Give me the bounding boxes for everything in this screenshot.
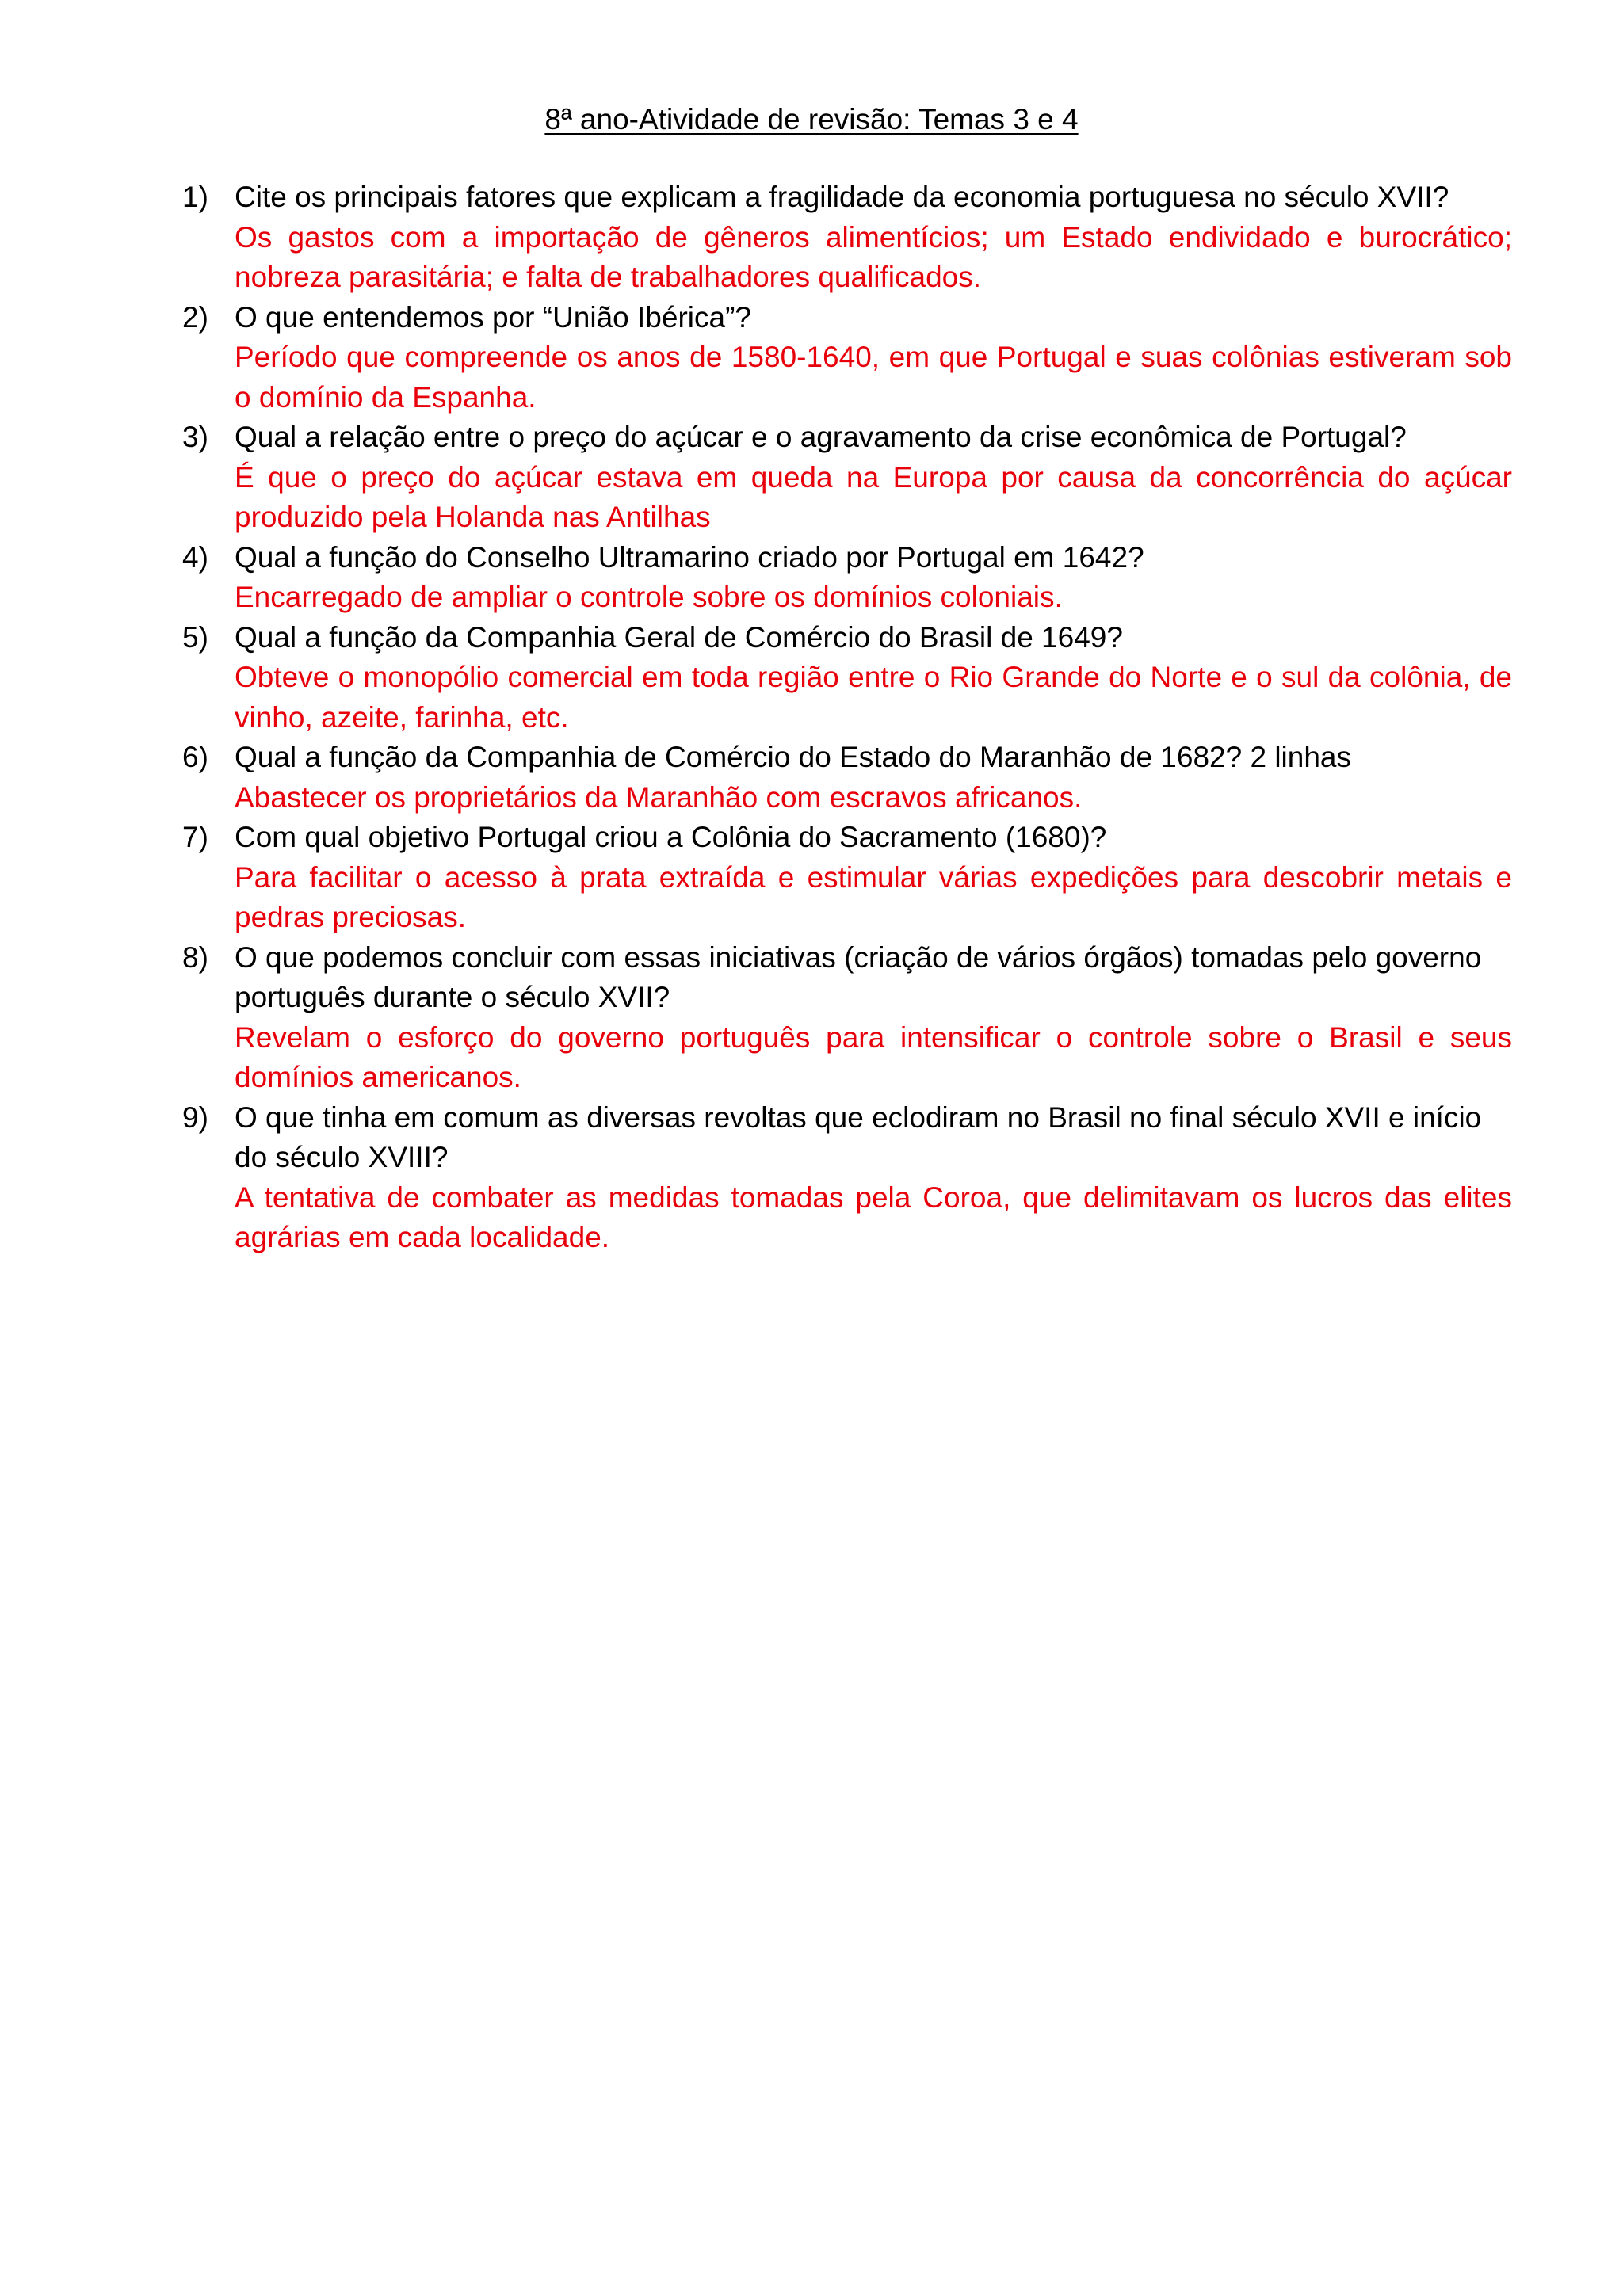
list-item — [182, 1098, 1512, 1258]
answer-text: Os gastos com a importação de gêneros alimentícios; um Estado endividado e burocrático; nobreza parasitária; e falta de trabalhadores qualificados. — [235, 220, 1512, 293]
list-item — [182, 177, 1512, 298]
item-number: 4) — [182, 540, 208, 574]
item-number: 1) — [182, 181, 208, 213]
item-number: 3) — [182, 421, 208, 453]
document-title: 8ª ano-Atividade de revisão: Temas 3 e 4 — [544, 103, 1079, 135]
question-text: Qual a relação entre o preço do açúcar e o agravamento da crise econômica de Portugal? — [235, 421, 1407, 453]
question-text: O que tinha em comum as diversas revoltas que eclodiram no Brasil no final século XVII e início do século XVIII? — [235, 1100, 1482, 1173]
answer-text: É que o preço do açúcar estava em queda na Europa por causa da concorrência do açúcar produzido pela Holanda nas Antilhas — [235, 460, 1512, 533]
item-number: 6) — [182, 741, 208, 773]
answer-text: Obteve o monopólio comercial em toda região entre o Rio Grande do Norte e o sul da colônia, de vinho, azeite, farinha, etc. — [235, 661, 1512, 734]
answer-text: Encarregado de ampliar o controle sobre os domínios coloniais. — [235, 581, 1063, 613]
list-item — [182, 418, 1512, 538]
list-item — [182, 818, 1512, 938]
answer-text: Período que compreende os anos de 1580-1640, em que Portugal e suas colônias estiveram sob o domínio da Espanha. — [235, 341, 1512, 414]
question-text: Com qual objetivo Portugal criou a Colônia do Sacramento (1680)? — [235, 821, 1107, 853]
answer-text: Revelam o esforço do governo português para intensificar o controle sobre o Brasil e seus domínios americanos. — [235, 1020, 1512, 1093]
question-text: O que podemos concluir com essas iniciativas (criação de vários órgãos) tomadas pelo governo português durante o século XVII? — [235, 940, 1482, 1013]
list-item — [182, 938, 1512, 1098]
question-list — [182, 177, 1512, 1258]
item-number: 5) — [182, 620, 208, 654]
answer-text: A tentativa de combater as medidas tomadas pela Coroa, que delimitavam os lucros das elites agrárias em cada localidade. — [235, 1180, 1512, 1253]
list-item — [182, 298, 1512, 418]
answer-text: Abastecer os proprietários da Maranhão com escravos africanos. — [235, 780, 1083, 814]
list-item — [182, 618, 1512, 738]
list-item — [182, 538, 1512, 618]
question-text: Qual a função do Conselho Ultramarino criado por Portugal em 1642? — [235, 540, 1144, 574]
question-text: O que entendemos por “União Ibérica”? — [235, 300, 751, 334]
item-number: 2) — [182, 300, 208, 334]
question-text: Qual a função da Companhia Geral de Comércio do Brasil de 1649? — [235, 620, 1123, 654]
item-number: 8) — [182, 940, 208, 974]
list-item — [182, 738, 1512, 818]
question-text: Cite os principais fatores que explicam a fragilidade da economia portuguesa no século XVII? — [235, 181, 1449, 213]
item-number: 9) — [182, 1100, 208, 1134]
question-text: Qual a função da Companhia de Comércio do Estado do Maranhão de 1682? 2 linhas — [235, 741, 1351, 773]
item-number: 7) — [182, 821, 208, 853]
answer-text: Para facilitar o acesso à prata extraída e estimular várias expedições para descobrir metais e pedras preciosas. — [235, 860, 1512, 933]
